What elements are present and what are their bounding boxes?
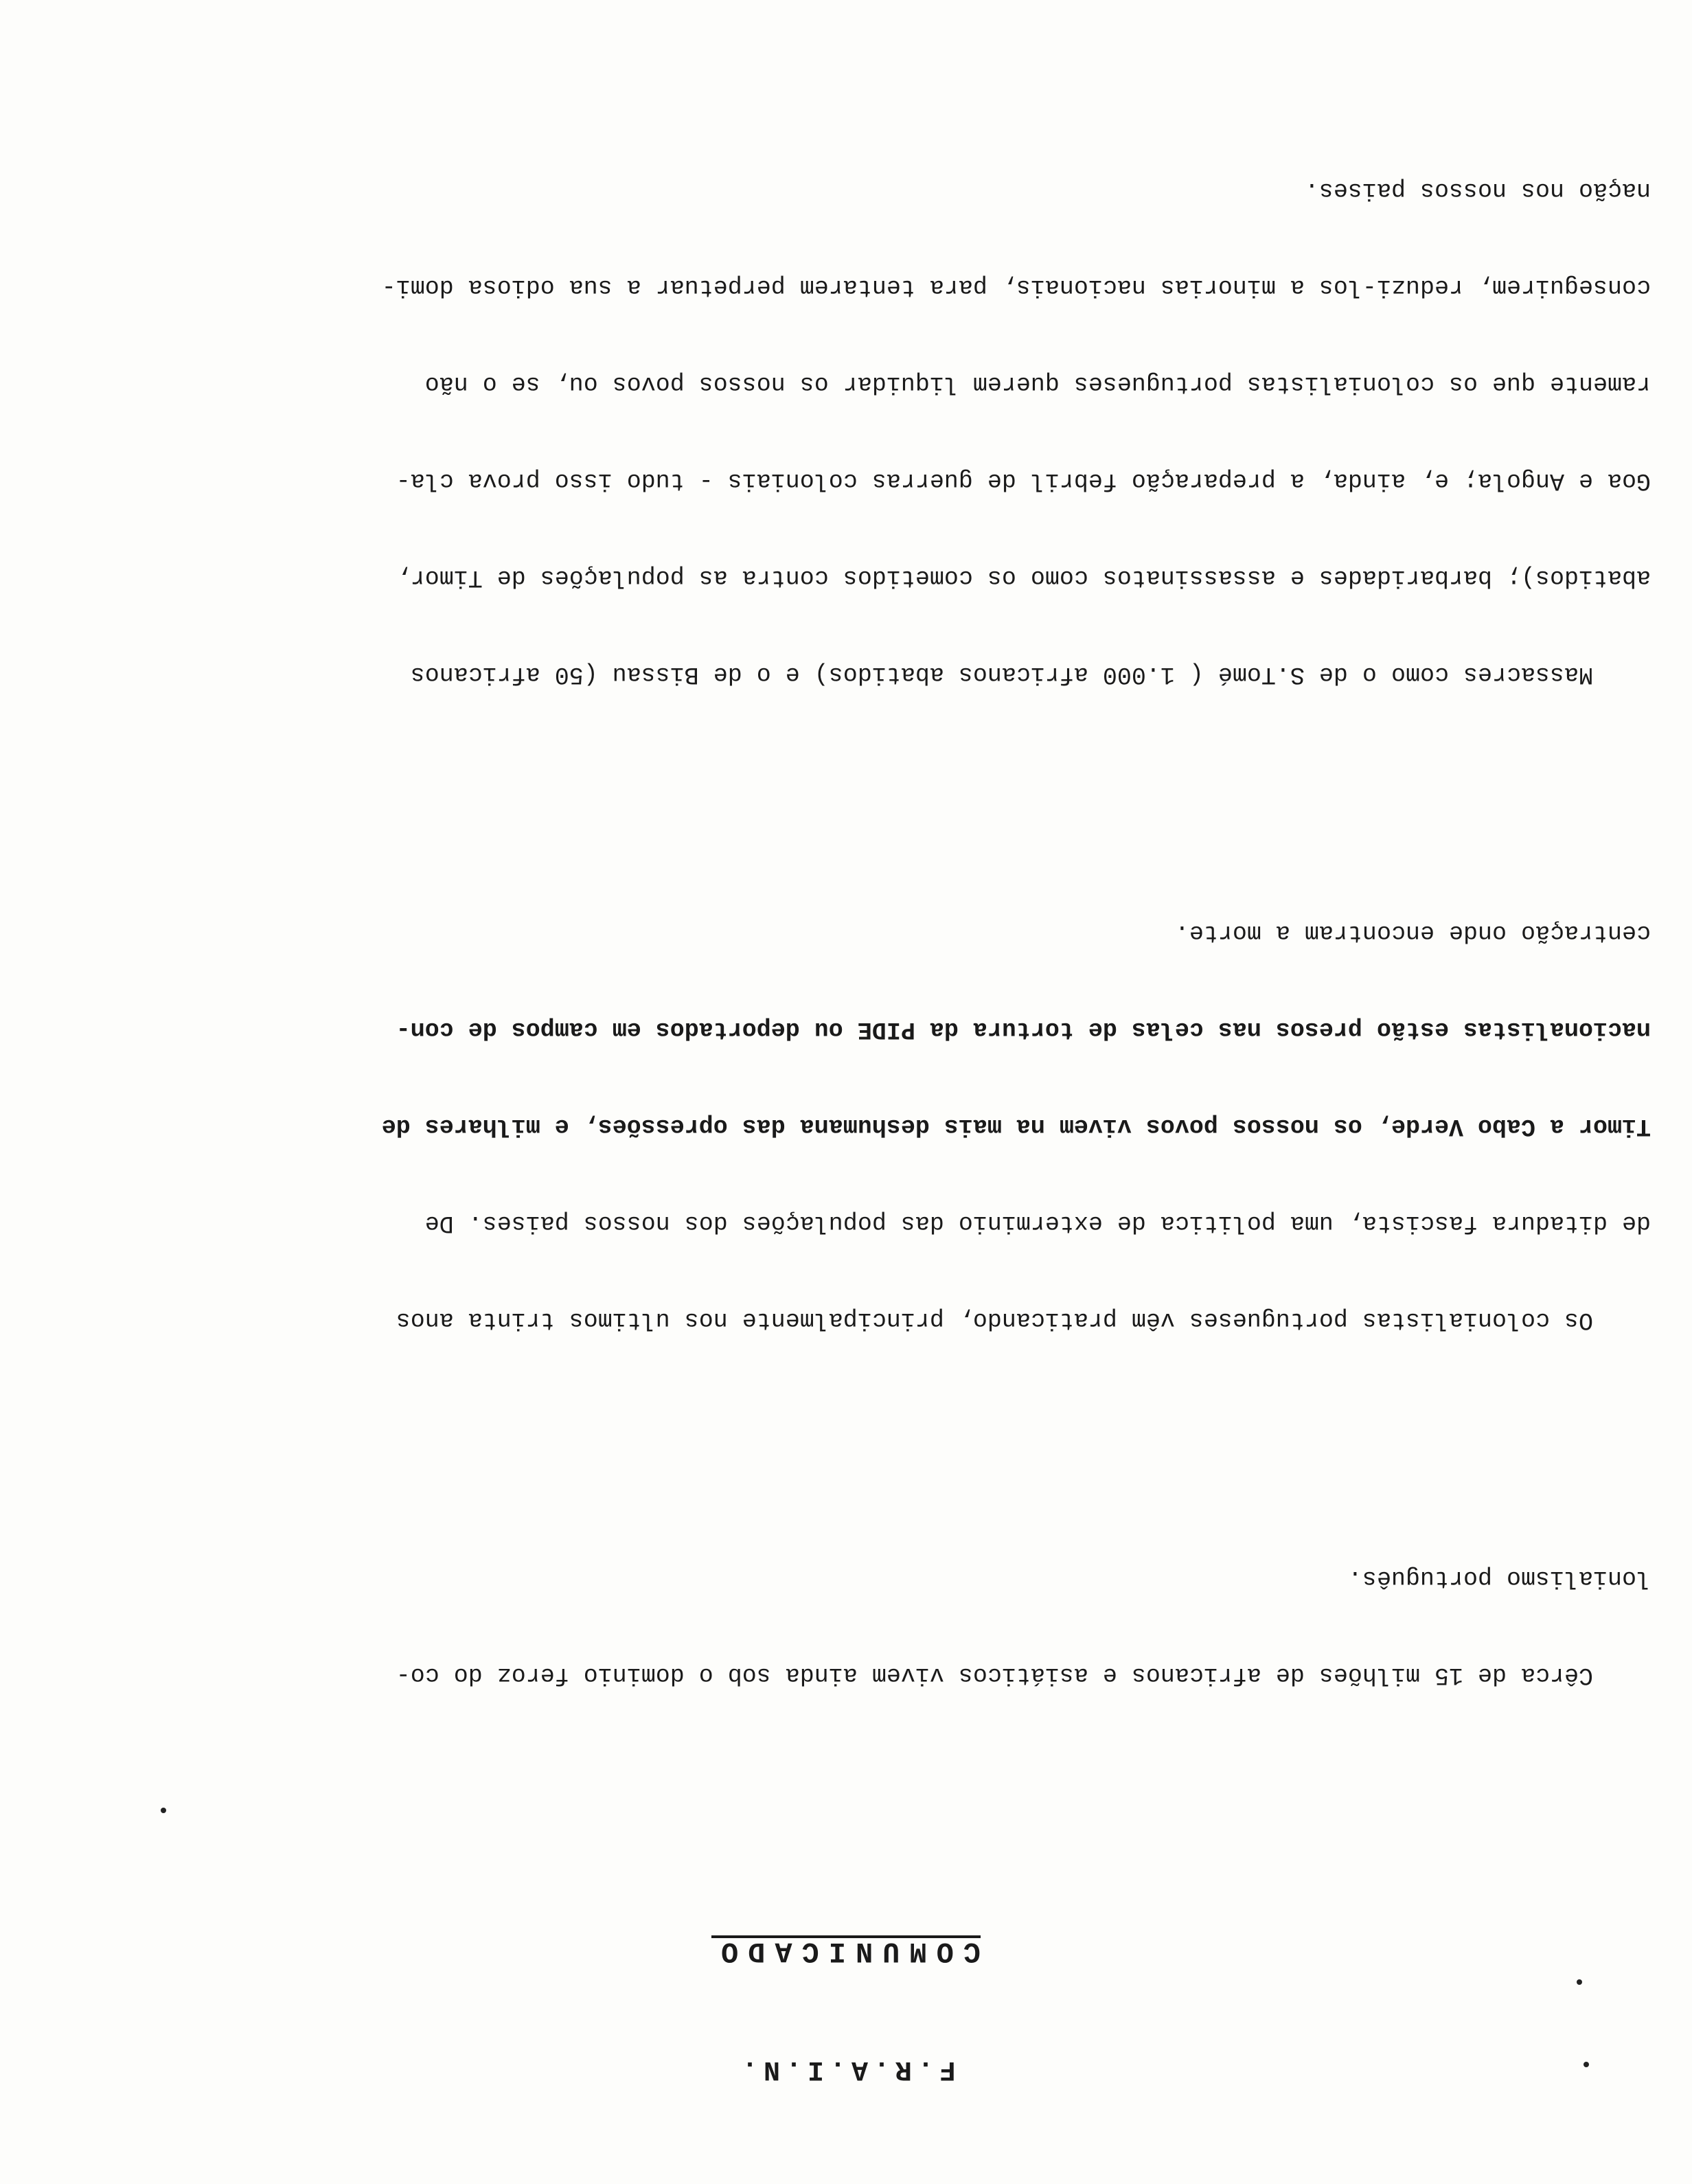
text-line: de ditadura fascista, uma politica de exterminio das populações dos nossos paises. De: [424, 1209, 1651, 1237]
text-line: abatidos); barbaridades e assassinatos como os cometidos contra as populações de Timor,: [396, 564, 1651, 591]
text-line: Timor a Cabo Verde, os nossos povos vivem na mais deshumana das opressões, e milhares de: [381, 1113, 1651, 1140]
text-line: Goa e Angola; e, ainda, a preparação febril de guerras coloniais - tudo isso prova cla-: [396, 467, 1651, 494]
text-line: conseguirem, reduzi-los a minorias nacionais, para tentarem perpetuar a sua odiosa domi-: [381, 273, 1651, 301]
text-line: Os colonialistas portugueses vêm praticando, principalmente nos ultimos trinta anos: [396, 1306, 1651, 1334]
document-body: [30, 0, 1651, 1820]
text-line: Massacres como o de S.Tomé ( 1.000 africanos abatidos) e o de Bissau (50 africanos: [410, 661, 1651, 688]
document-title: [0, 1935, 1692, 1968]
text-line: Cêrca de 15 milhões de africanos e asiáticos vivem ainda sob o dominio feroz do co-: [396, 1661, 1651, 1689]
text-line: nacionalistas estão presos nas celas de tortura da PIDE ou deportados em campos de con-: [396, 1016, 1651, 1043]
text-line: ramente que os colonialistas portugueses querem liquidar os nossos povos ou, se o não: [424, 370, 1651, 398]
paragraph: [30, 852, 1651, 1400]
paragraph: [30, 0, 1651, 12]
organization-heading: F.R.A.I.N.: [735, 2054, 957, 2084]
ink-speck: [1577, 1979, 1582, 1985]
paragraph: [30, 1497, 1651, 1755]
text-line: nação nos nossos paises.: [1304, 177, 1651, 204]
document-title-text: COMUNICADO: [711, 1935, 981, 1968]
text-line: centração onde encontram a morte.: [1174, 919, 1651, 946]
text-line: lonialismo português.: [1347, 1565, 1651, 1592]
paragraph: [30, 109, 1651, 755]
